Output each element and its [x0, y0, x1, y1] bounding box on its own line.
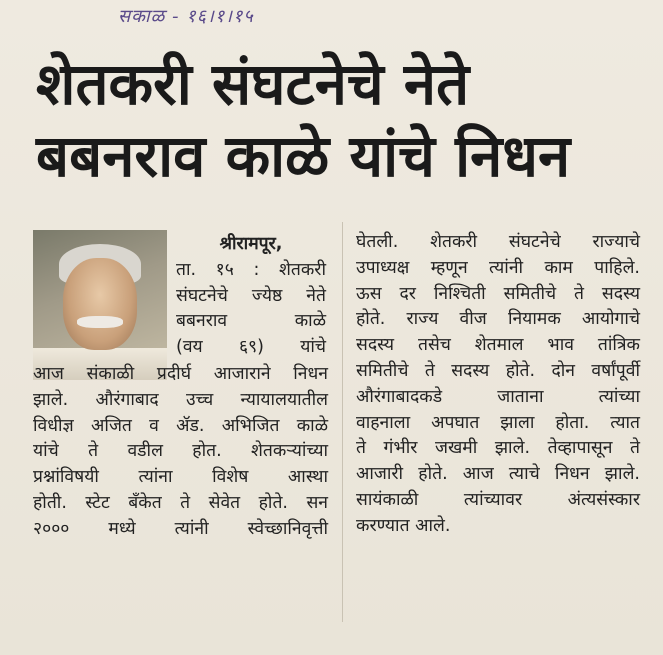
article-line: ऊस दर निश्चिती समितीचे ते सदस्य — [356, 283, 640, 304]
article-line: सायंकाळी त्यांच्यावर अंत्यसंस्कार — [356, 489, 640, 510]
article-line: ता. १५ : शेतकरी — [176, 259, 326, 280]
article-line: यांचे ते वडील होत. शेतकऱ्यांच्या — [33, 441, 328, 462]
dateline: श्रीरामपूर, — [219, 234, 283, 254]
article-line: प्रश्नांविषयी त्यांना विशेष आस्था — [33, 467, 328, 488]
article-line: संघटनेचे ज्येष्ठ नेते — [176, 285, 326, 306]
article-right-column — [356, 230, 640, 540]
article-line: करण्यात आले. — [356, 515, 451, 536]
column-divider — [342, 222, 343, 622]
article-line: ते गंभीर जखमी झाले. तेव्हापासून ते — [356, 438, 640, 459]
article-line: औरंगाबादकडे जाताना त्यांच्या — [356, 386, 640, 407]
article-intro — [176, 232, 326, 361]
article-line: होती. स्टेट बँकेत ते सेवेत होते. सन — [33, 492, 328, 513]
article-line: घेतली. शेतकरी संघटनेचे राज्याचे — [356, 232, 640, 252]
article-line: बबनराव काळे — [176, 311, 326, 332]
article-line: सदस्य तसेच शेतमाल भाव तांत्रिक — [356, 335, 640, 356]
article-line: झाले. औरंगाबाद उच्च न्यायालयातील — [33, 389, 328, 410]
article-line: २००० मध्ये त्यांनी स्वेच्छानिवृत्ती — [33, 518, 328, 539]
article-line: उपाध्यक्ष म्हणून त्यांनी काम पाहिले. — [356, 257, 640, 278]
article-line: वाहनाला अपघात झाला होता. त्यात — [356, 412, 640, 433]
article-line: होते. राज्य वीज नियामक आयोगाचे — [356, 309, 640, 330]
photo-face — [63, 258, 137, 350]
handwritten-source-note: सकाळ - १६।१।१५ — [118, 6, 254, 27]
article-line: आज संकाळी प्रदीर्घ आजाराने निधन — [33, 364, 328, 384]
headline-line-1: शेतकरी संघटनेचे नेते — [36, 50, 470, 118]
article-line: (वय ६९) यांचे — [176, 337, 326, 358]
article-line: समितीचे ते सदस्य होते. दोन वर्षांपूर्वी — [356, 360, 640, 381]
article-left-column — [33, 362, 328, 543]
article-line: आजारी होते. आज त्याचे निधन झाले. — [356, 464, 640, 485]
headline-line-2: बबनराव काळे यांचे निधन — [36, 122, 571, 190]
photo-mustache — [77, 316, 123, 328]
headline — [36, 48, 636, 192]
article-line: विधीज्ञ अजित व ॲड. अभिजित काळे — [33, 415, 328, 436]
portrait-photo — [33, 230, 167, 380]
